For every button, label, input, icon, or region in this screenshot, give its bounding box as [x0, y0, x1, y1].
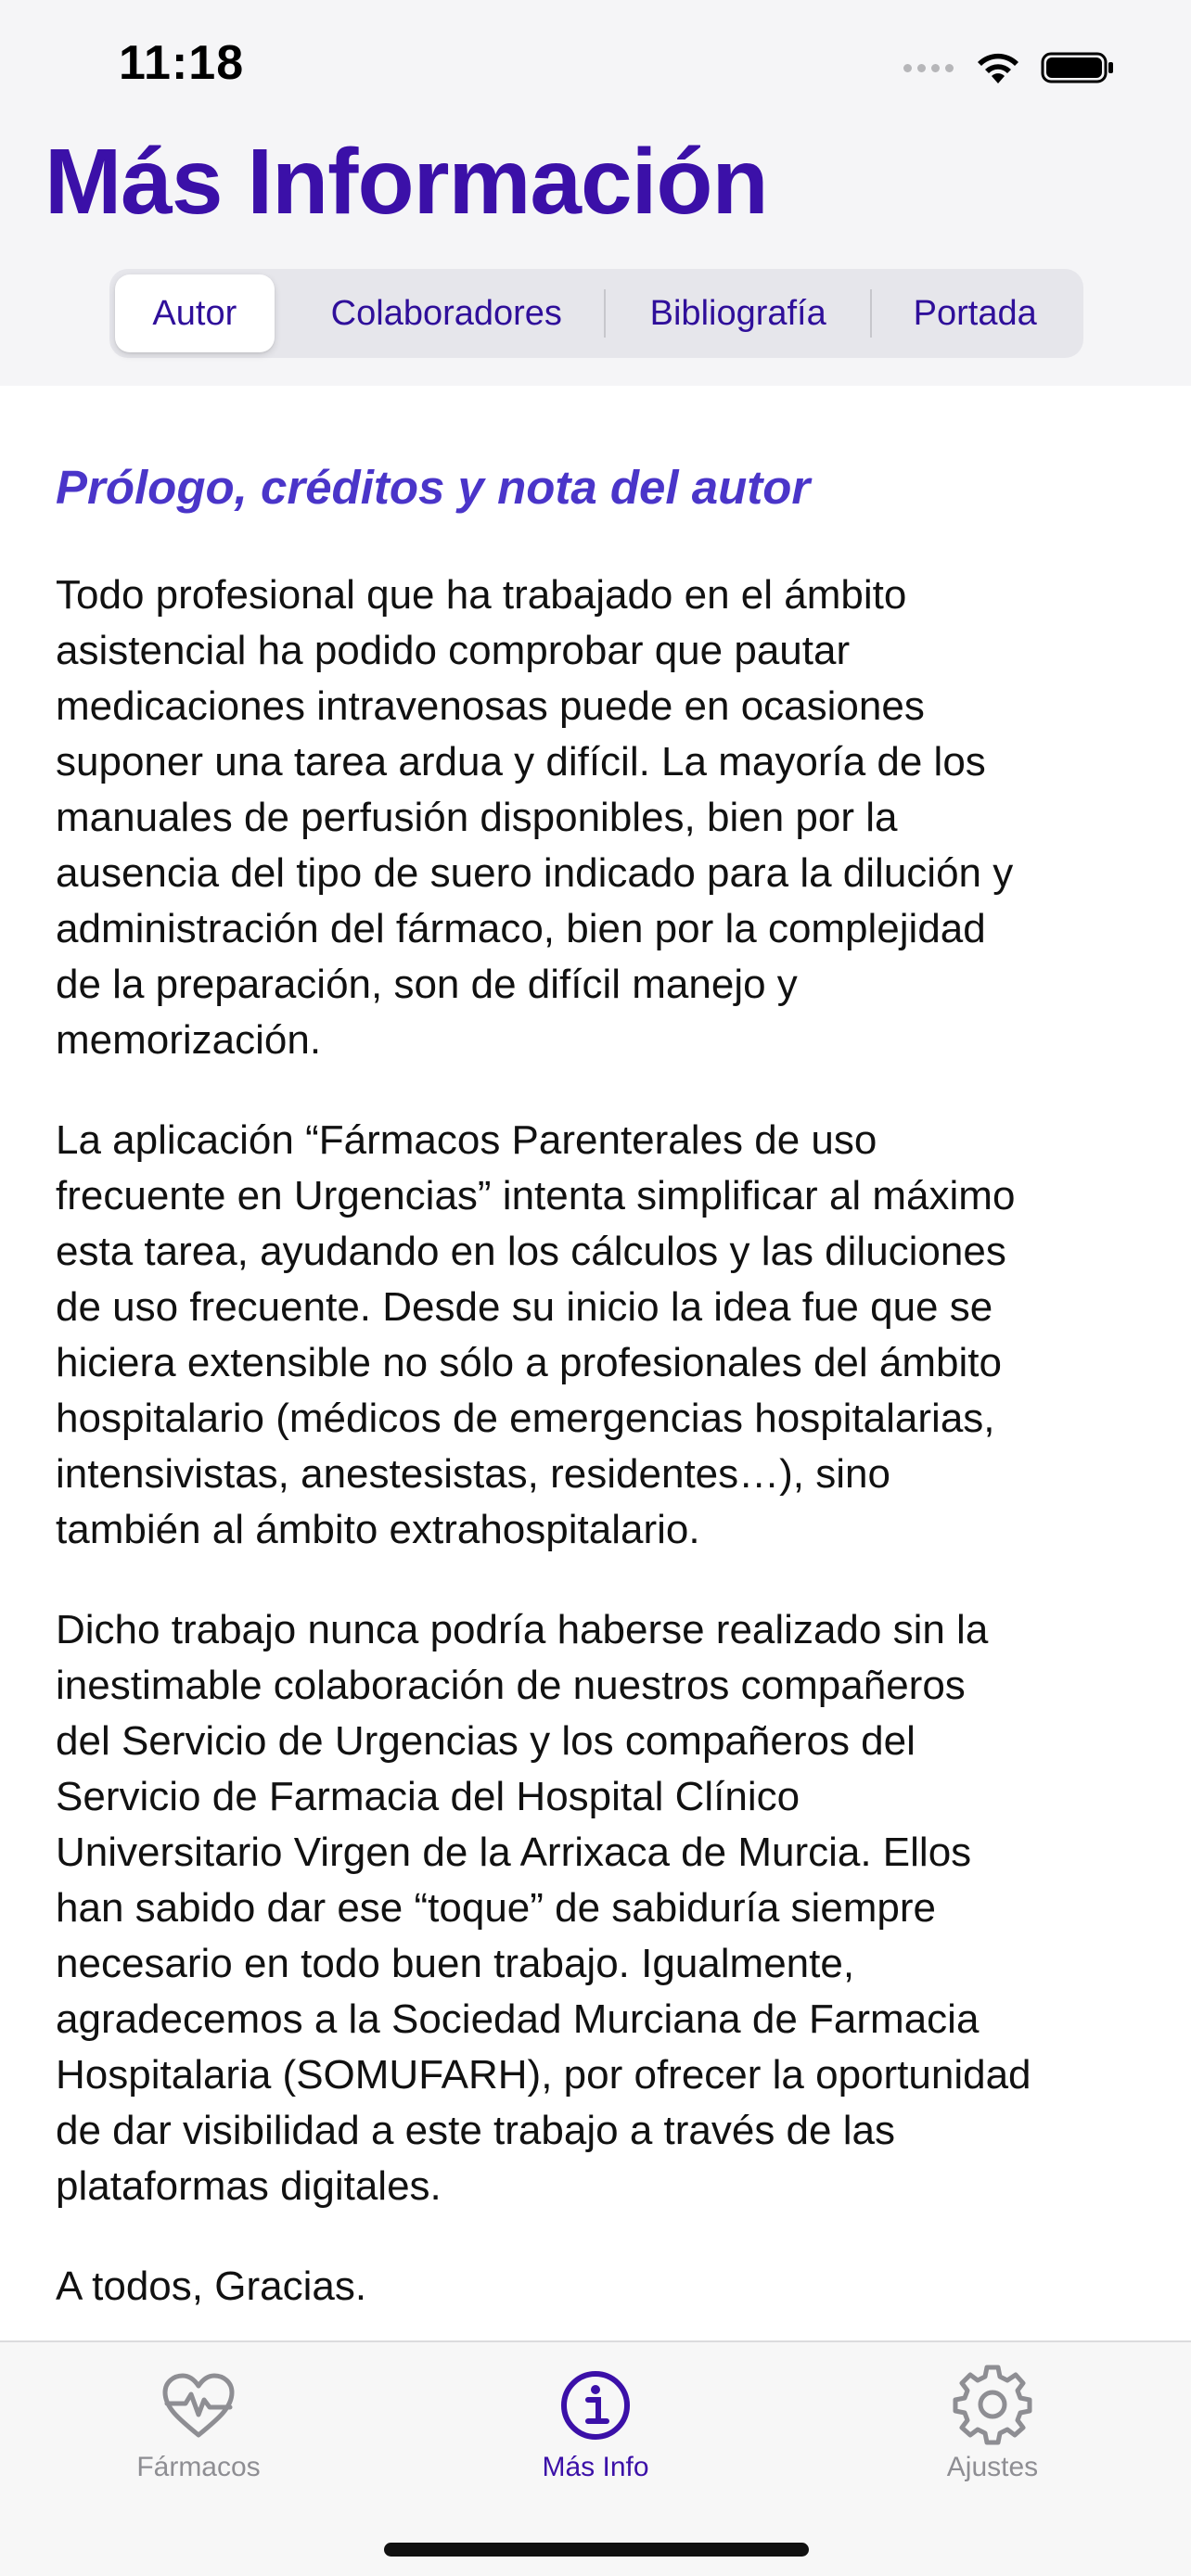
cellular-signal-icon: [903, 64, 954, 72]
paragraph-line: plataformas digitales.: [56, 2163, 442, 2209]
status-bar: [0, 0, 1191, 130]
tab-label-farmacos: Fármacos: [136, 2452, 261, 2482]
paragraph-line: intensivistas, anestesistas, residentes…), sino: [56, 1451, 890, 1497]
paragraph-line: memorización.: [56, 1017, 322, 1063]
tab-bar: [0, 2340, 1191, 2576]
paragraph-line: A todos, Gracias.: [56, 2264, 367, 2309]
paragraph-line: han sabido dar ese “toque” de sabiduría siempre: [56, 1885, 937, 1931]
status-icons: [903, 45, 1115, 91]
paragraph-line: Dicho trabajo nunca podría haberse realizado sin la: [56, 1607, 989, 1652]
segment-portada[interactable]: Portada: [913, 293, 1037, 333]
paragraph-line: esta tarea, ayudando en los cálculos y las diluciones: [56, 1229, 1006, 1274]
paragraph-line: también al ámbito extrahospitalario.: [56, 1507, 700, 1552]
paragraph-line: Todo profesional que ha trabajado en el ámbito: [56, 572, 907, 618]
paragraph-line: agradecemos a la Sociedad Murciana de Farmacia: [56, 1996, 980, 2042]
segmented-control: [109, 269, 1083, 358]
paragraph-line: La aplicación “Fármacos Parenterales de uso: [56, 1117, 877, 1163]
tab-label-mas-info: Más Info: [542, 2452, 649, 2482]
segment-colaboradores[interactable]: Colaboradores: [330, 293, 562, 333]
paragraph-line: Universitario Virgen de la Arrixaca de Murcia. Ellos: [56, 1830, 972, 1875]
paragraph-line: administración del fármaco, bien por la complejidad: [56, 906, 986, 951]
paragraph-line: hospitalario (médicos de emergencias hospitalarias,: [56, 1396, 995, 1441]
paragraph-line: frecuente en Urgencias” intenta simplificar al máximo: [56, 1173, 1016, 1218]
navigation-header: [0, 130, 1191, 386]
paragraph-line: Servicio de Farmacia del Hospital Clínico: [56, 1774, 800, 1819]
paragraph-line: suponer una tarea ardua y difícil. La mayoría de los: [56, 739, 986, 784]
paragraph-line: necesario en todo buen trabajo. Igualmente,: [56, 1941, 855, 1986]
paragraph-line: de la preparación, son de difícil manejo y: [56, 962, 798, 1007]
body-paragraph: [56, 1602, 1159, 2214]
page-title: Más Información: [45, 130, 768, 234]
tab-ajustes[interactable]: [794, 2342, 1191, 2500]
body-paragraph: [56, 1113, 1159, 1558]
tab-label-ajustes: Ajustes: [946, 2452, 1039, 2482]
tab-mas-info[interactable]: [397, 2342, 794, 2500]
heart-pulse-icon: [158, 2365, 239, 2446]
paragraph-line: Hospitalaria (SOMUFARH), por ofrecer la oportunidad: [56, 2052, 1031, 2098]
info-circle-icon: [555, 2365, 636, 2446]
paragraph-line: del Servicio de Urgencias y los compañeros del: [56, 1718, 916, 1764]
content-scroll-area[interactable]: [0, 386, 1191, 2340]
section-title: Prólogo, créditos y nota del autor: [56, 461, 811, 514]
paragraph-line: ausencia del tipo de suero indicado para la dilución y: [56, 850, 1014, 896]
paragraph-list: [56, 567, 1159, 2340]
tab-farmacos[interactable]: [0, 2342, 397, 2500]
segment-bibliografia[interactable]: Bibliografía: [649, 293, 826, 333]
paragraph-line: asistencial ha podido comprobar que pautar: [56, 628, 851, 673]
body-paragraph: [56, 567, 1159, 1068]
battery-icon: [1041, 50, 1115, 85]
segment-autor[interactable]: Autor: [115, 274, 275, 352]
paragraph-line: de dar visibilidad a este trabajo a través de las: [56, 2108, 895, 2153]
paragraph-line: hiciera extensible no sólo a profesionales del ámbito: [56, 1340, 1002, 1385]
gear-icon: [952, 2365, 1033, 2446]
paragraph-line: manuales de perfusión disponibles, bien por la: [56, 795, 898, 840]
home-indicator[interactable]: [384, 2543, 809, 2557]
paragraph-line: inestimable colaboración de nuestros compañeros: [56, 1663, 966, 1708]
body-paragraph: [56, 2259, 1159, 2315]
wifi-icon: [974, 50, 1022, 85]
paragraph-line: de uso frecuente. Desde su inicio la idea fue que se: [56, 1284, 993, 1330]
status-time: 11:18: [119, 36, 245, 90]
paragraph-line: medicaciones intravenosas puede en ocasiones: [56, 683, 925, 729]
